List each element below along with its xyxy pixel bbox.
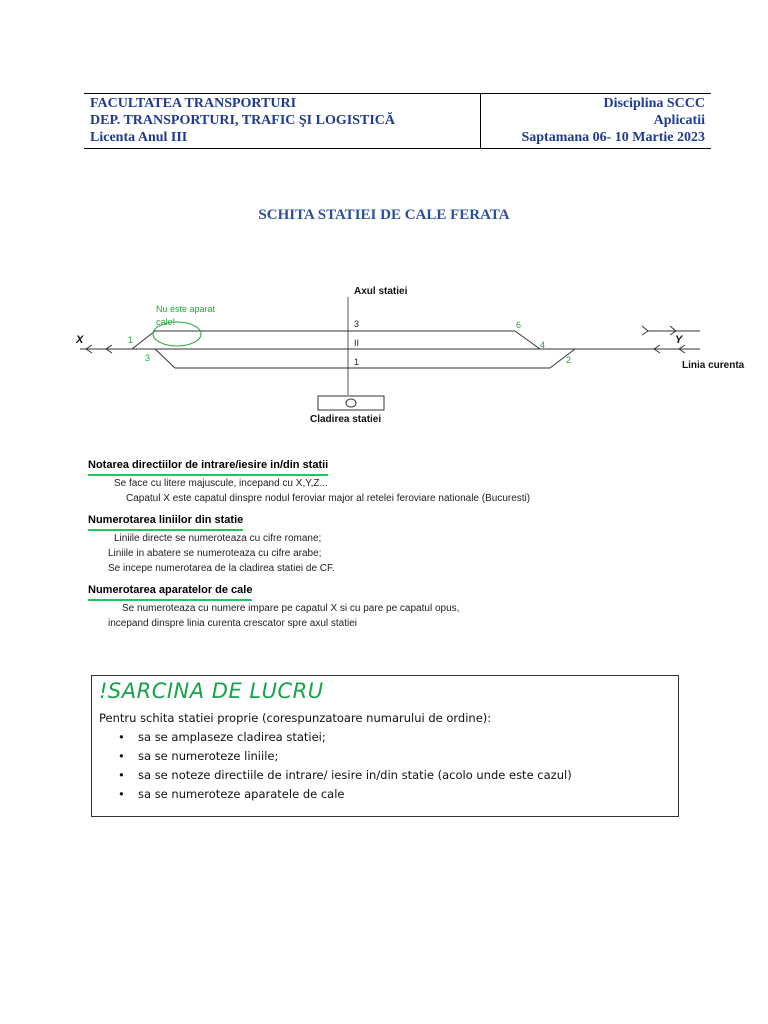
switch-label-2: 2	[566, 355, 572, 365]
track-label-1: 1	[354, 357, 360, 367]
section-line: incepand dinspre linia curenta crescator spre axul statiei	[108, 618, 358, 629]
axis-label: Axul statiei	[354, 286, 408, 297]
section-heading: Numerotarea aparatelor de cale	[88, 583, 252, 601]
section-line: Capatul X este capatul dinspre nodul feroviar major al retelei feroviare nationale (Bucuresti)	[126, 493, 531, 504]
building-label: Cladirea statiei	[310, 414, 382, 425]
list-item	[118, 747, 572, 766]
task-title: !SARCINA DE LUCRU	[99, 679, 324, 703]
section-line: Se face cu litere majuscule, incepand cu X,Y,Z...	[114, 478, 328, 489]
list-item-text: sa se numeroteze liniile;	[138, 749, 279, 763]
bullet: •	[118, 730, 125, 744]
list-item	[118, 728, 572, 747]
page-title: SCHITA STATIEI DE CALE FERATA	[258, 207, 510, 223]
section-lines	[88, 513, 335, 576]
task-box	[91, 675, 679, 817]
end-label-x: X	[76, 334, 84, 346]
switch-1-diverge	[132, 331, 155, 349]
switch-label-6: 6	[516, 320, 522, 330]
switch-2-diverge	[550, 349, 575, 368]
note-line-1: Nu este aparat	[156, 304, 216, 314]
department-name: DEP. TRANSPORTURI, TRAFIC ŞI LOGISTICĂ	[90, 113, 395, 128]
week-dates: Saptamana 06- 10 Martie 2023	[521, 130, 705, 145]
section-line: Liniile in abatere se numeroteaza cu cifre arabe;	[108, 548, 322, 559]
faculty-name: FACULTATEA TRANSPORTURI	[90, 96, 297, 111]
section-line: Se numeroteaza cu numere impare pe capatul X si cu pare pe capatul opus,	[122, 603, 460, 614]
list-item	[118, 766, 572, 785]
document-header	[84, 93, 711, 149]
section-directions	[88, 458, 530, 506]
bullet: •	[118, 768, 125, 782]
header-divider	[480, 94, 481, 148]
track-label-ii: II	[354, 338, 360, 348]
list-item	[118, 785, 572, 804]
end-label-y: Y	[675, 334, 683, 346]
list-item-text: sa se amplaseze cladirea statiei;	[138, 730, 326, 744]
header-left	[90, 95, 395, 146]
section-line: Liniile directe se numeroteaza cu cifre romane;	[114, 533, 322, 544]
switch-label-3: 3	[145, 353, 151, 363]
task-list	[118, 728, 572, 804]
section-switches	[88, 583, 459, 631]
note-line-2: cale!	[156, 317, 176, 327]
doc-type: Aplicatii	[653, 113, 705, 128]
switch-6-diverge	[515, 331, 540, 349]
discipline: Disciplina SCCC	[603, 96, 705, 111]
arrow-right-1	[642, 326, 648, 335]
switch-3-diverge	[155, 349, 175, 368]
section-heading: Numerotarea liniilor din statie	[88, 513, 243, 531]
track-label-3: 3	[354, 319, 360, 329]
header-right	[521, 95, 705, 146]
station-building	[318, 396, 384, 410]
line-current-label: Linia curenta	[682, 360, 745, 371]
switch-label-1: 1	[128, 335, 134, 345]
section-line: Se incepe numerotarea de la cladirea statiei de CF.	[108, 563, 335, 574]
list-item-text: sa se noteze directiile de intrare/ iesire in/din statie (acolo unde este cazul)	[138, 768, 572, 782]
study-year: Licenta Anul III	[90, 130, 188, 145]
task-intro: Pentru schita statiei proprie (corespunzatoare numarului de ordine):	[99, 711, 492, 725]
section-heading: Notarea directiilor de intrare/iesire in/din statii	[88, 458, 328, 476]
bullet: •	[118, 787, 125, 801]
switch-label-4: 4	[540, 340, 546, 350]
list-item-text: sa se numeroteze aparatele de cale	[138, 787, 345, 801]
bullet: •	[118, 749, 125, 763]
station-diagram	[60, 275, 760, 430]
